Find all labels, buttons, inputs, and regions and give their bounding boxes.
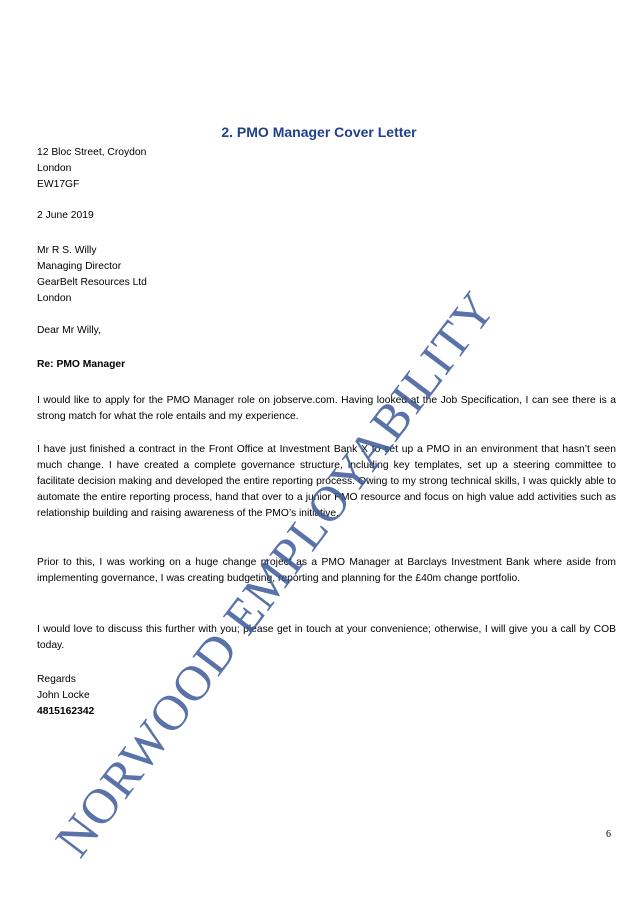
signer-name: John Locke <box>37 690 90 701</box>
paragraph-text: I would love to discuss this further with you; please get in touch at your convenience; otherwise, I will give you a call by COB today. <box>37 624 616 651</box>
recipient-line: London <box>37 293 72 304</box>
body-paragraph-1 <box>37 393 616 425</box>
recipient-line: Managing Director <box>37 261 122 272</box>
recipient-line: GearBelt Resources Ltd <box>37 277 147 288</box>
letter-date <box>37 208 616 224</box>
salutation-text: Dear Mr Willy, <box>37 325 101 336</box>
recipient-line: Mr R S. Willy <box>37 245 97 256</box>
watermark-textpath: NORWOOD EMPLOYABILITY <box>44 280 506 867</box>
page-number: 6 <box>606 829 611 840</box>
subject-line <box>37 357 616 373</box>
subject-text: Re: PMO Manager <box>37 359 126 370</box>
address-line: London <box>37 163 72 174</box>
phone-number: 4815162342 <box>37 706 95 717</box>
body-paragraph-3 <box>37 555 616 587</box>
recipient-block <box>37 243 616 307</box>
paragraph-text: Prior to this, I was working on a huge change project as a PMO Manager at Barclays Investment Bank where aside from implementing governance, I was creating budgeting, reporting and planning for the £40m change portfolio. <box>37 557 616 584</box>
closing-text: Regards <box>37 674 76 685</box>
salutation <box>37 323 616 339</box>
body-paragraph-2 <box>37 442 616 522</box>
page-title: 2. PMO Manager Cover Letter <box>221 124 417 140</box>
paragraph-text: I would like to apply for the PMO Manager role on jobserve.com. Having looked at the Job Specification, I can see there is a strong match for what the role entails and my experience. <box>37 395 616 422</box>
sender-address <box>37 145 616 193</box>
body-paragraph-4 <box>37 622 616 654</box>
paragraph-text: I have just finished a contract in the Front Office at Investment Bank X to set up a PMO in an environment that hasn’t seen much change. I have created a complete governance structure, including key templates, set up a steering committee to facilitate decision making and developed the entire reporting process. Owing to my strong technical skills, I was quickly able to automate the entire reporting process, hand that over to a junior PMO resource and focus on high value add activities such as relationship building and raising awareness of the PMO’s initiative. <box>37 444 616 519</box>
signature-block <box>37 672 616 720</box>
address-line: EW17GF <box>37 179 80 190</box>
address-line: 12 Bloc Street, Croydon <box>37 147 147 158</box>
date-text: 2 June 2019 <box>37 210 94 221</box>
